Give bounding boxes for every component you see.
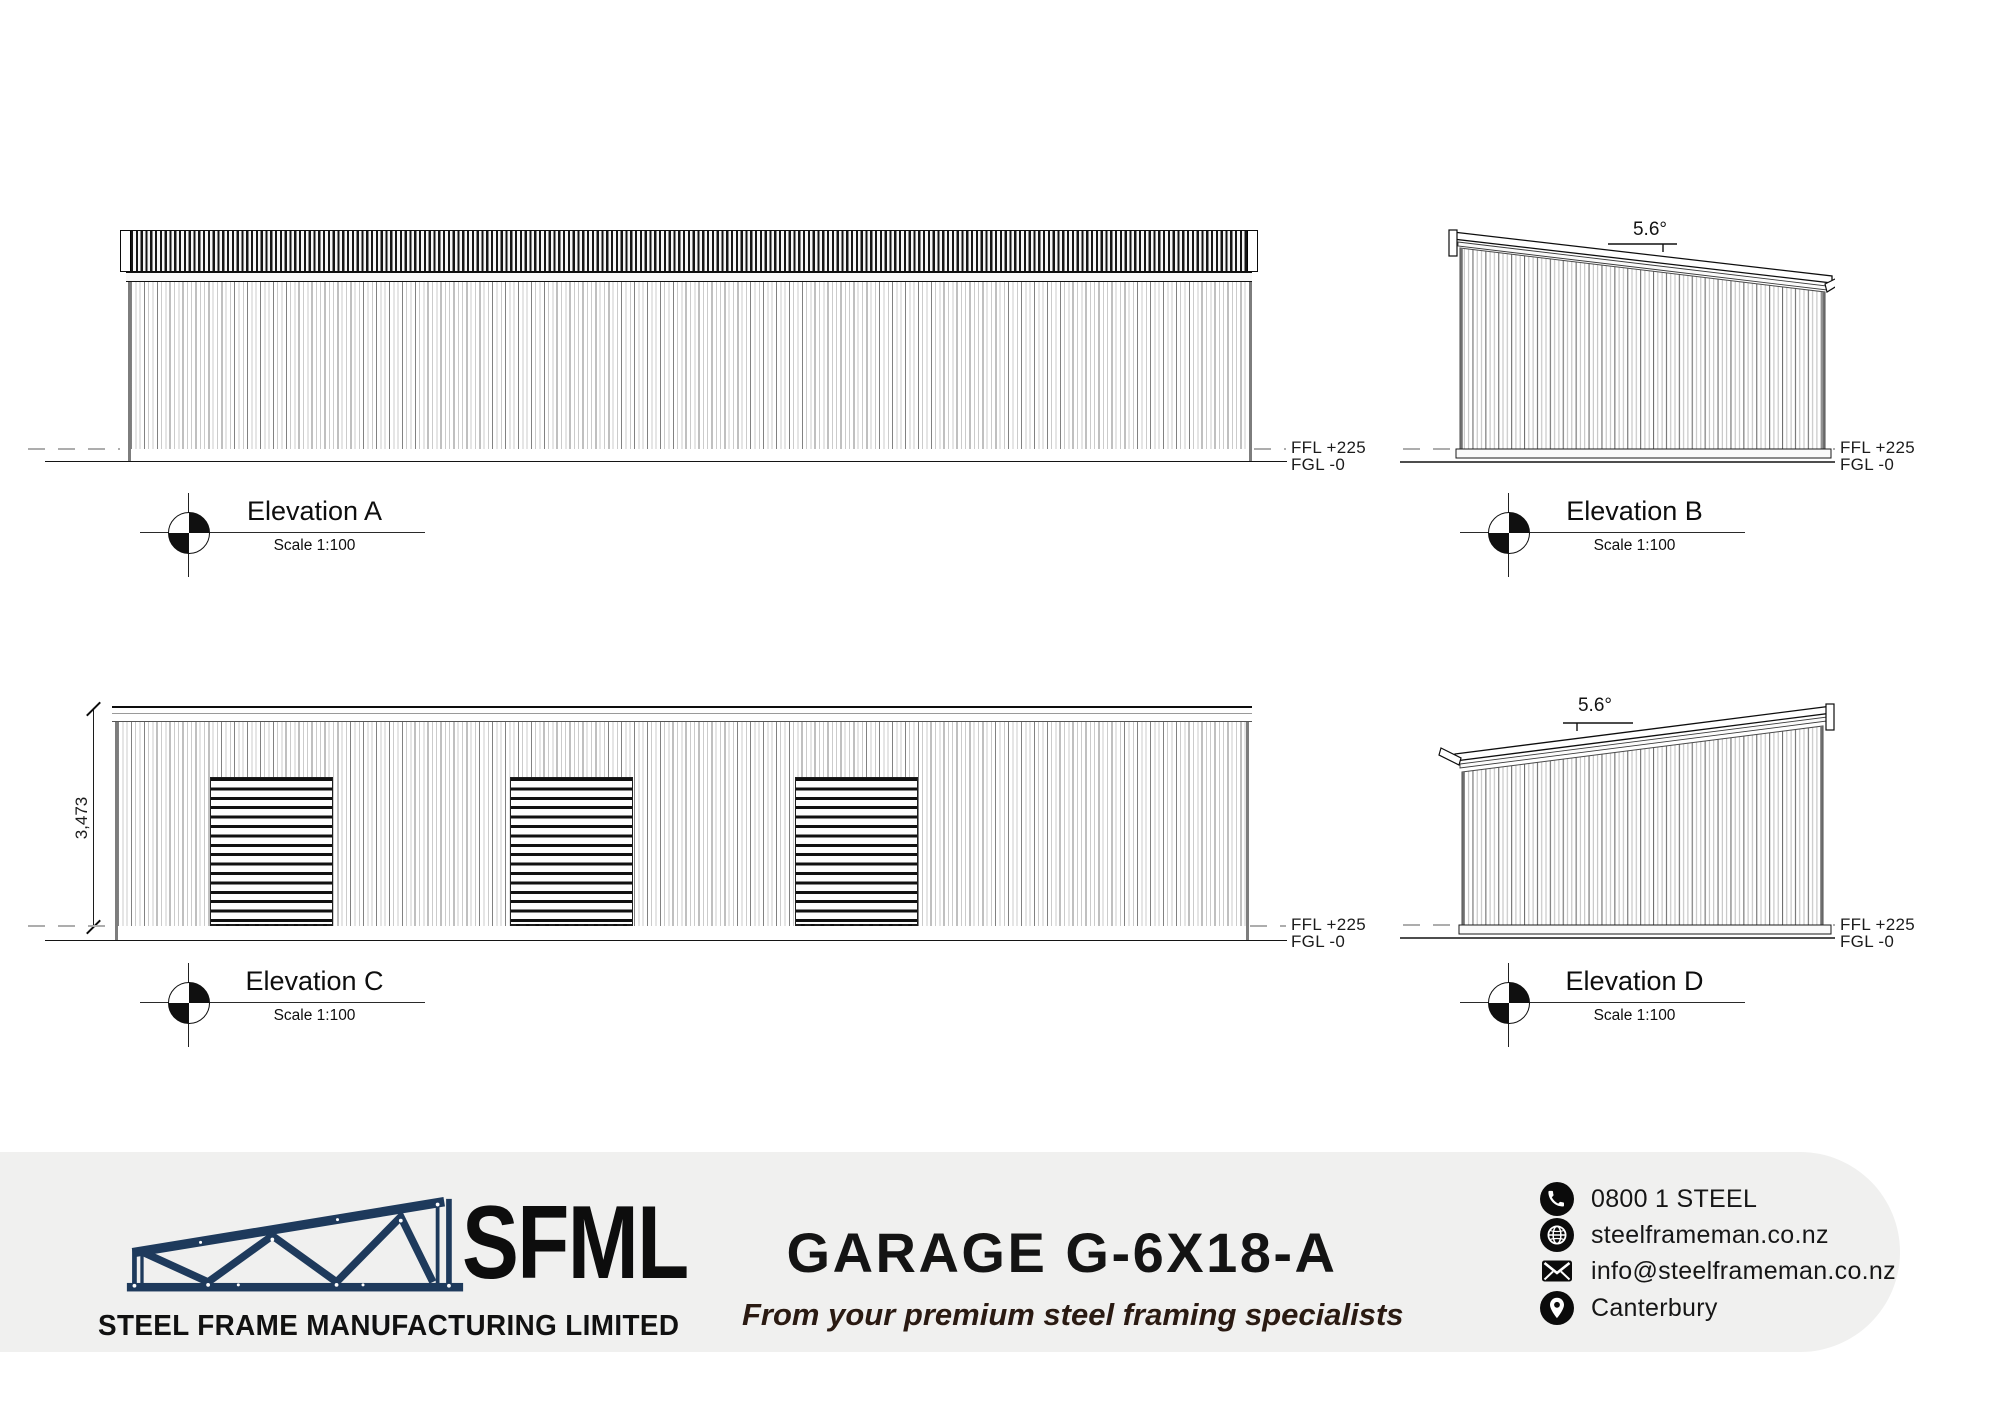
contact-location-label: Canterbury [1591,1293,1718,1322]
contact-website-label: steelframeman.co.nz [1591,1220,1829,1249]
elevation-title: Elevation C [245,966,384,996]
ffl-label: FFL +225 [1291,915,1367,934]
fgl-label: FGL -0 [1291,455,1346,474]
fgl-label: FGL -0 [1840,932,1895,951]
scale-label: Scale 1:100 [1593,1007,1676,1024]
logo-text: SFML [462,1185,688,1301]
elevation-d-titleblock [1460,963,1760,1047]
logo-truss-icon [125,1192,465,1304]
dimension-label: 3,473 [72,796,91,840]
ffl-label: FFL +225 [1840,915,1916,934]
roller-door-2 [510,777,633,926]
elevation-title: Elevation D [1565,966,1704,996]
phone-icon [1540,1182,1574,1216]
ffl-leader [1254,448,1286,450]
elevation-a-left-corner-trim [128,282,131,461]
roof-edge-line [112,713,1252,714]
elevation-a-roof-sheeting [130,231,1248,271]
location-icon [1540,1291,1574,1325]
elevation-c-left-corner-trim [115,722,118,940]
roller-door-1 [210,777,333,926]
elevation-a-titleblock [140,493,440,577]
globe-icon [1540,1218,1574,1252]
roof-pitch-label: 5.6° [1577,695,1612,716]
roller-door-3 [795,777,918,926]
contact-phone [1540,1182,1757,1216]
elevation-title: Elevation B [1566,496,1703,526]
product-title: GARAGE G-6X18-A [786,1221,1338,1284]
elevation-d-drawing [1395,688,1835,948]
ffl-label: FFL +225 [1840,438,1916,457]
contact-email [1540,1254,1896,1288]
elevation-a-roof [120,230,1258,272]
elevation-a-wall-cladding [131,282,1249,449]
fgl-label: FGL -0 [1291,932,1346,951]
elevation-title: Elevation A [246,496,383,526]
scale-label: Scale 1:100 [273,1007,356,1024]
product-tagline: From your premium steel framing specialists [742,1297,1404,1332]
ground-line [45,940,1287,941]
ground-line [45,461,1287,462]
elevation-a-gutter [126,272,1252,282]
ffl-line [28,448,120,450]
ffl-line [28,925,112,927]
fgl-label: FGL -0 [1840,455,1895,474]
contact-website [1540,1218,1829,1252]
scale-label: Scale 1:100 [1593,537,1676,554]
email-icon [1540,1254,1574,1288]
elevation-c-titleblock [140,963,440,1047]
elevation-b-titleblock [1460,493,1760,577]
company-name: STEEL FRAME MANUFACTURING LIMITED [98,1310,680,1342]
elevation-a-right-corner-trim [1249,282,1252,461]
dimension-line [93,708,94,926]
elevation-b-drawing [1395,212,1835,472]
elevation-c-right-corner-trim [1246,722,1249,940]
ffl-label: FFL +225 [1291,438,1367,457]
scale-label: Scale 1:100 [273,537,356,554]
contact-location [1540,1291,1718,1325]
elevation-c-roof-edge [112,706,1252,722]
contact-email-label: info@steelframeman.co.nz [1591,1256,1896,1285]
roof-pitch-label: 5.6° [1632,219,1667,240]
ffl-leader [1250,925,1286,927]
contact-phone-label: 0800 1 STEEL [1591,1184,1758,1213]
